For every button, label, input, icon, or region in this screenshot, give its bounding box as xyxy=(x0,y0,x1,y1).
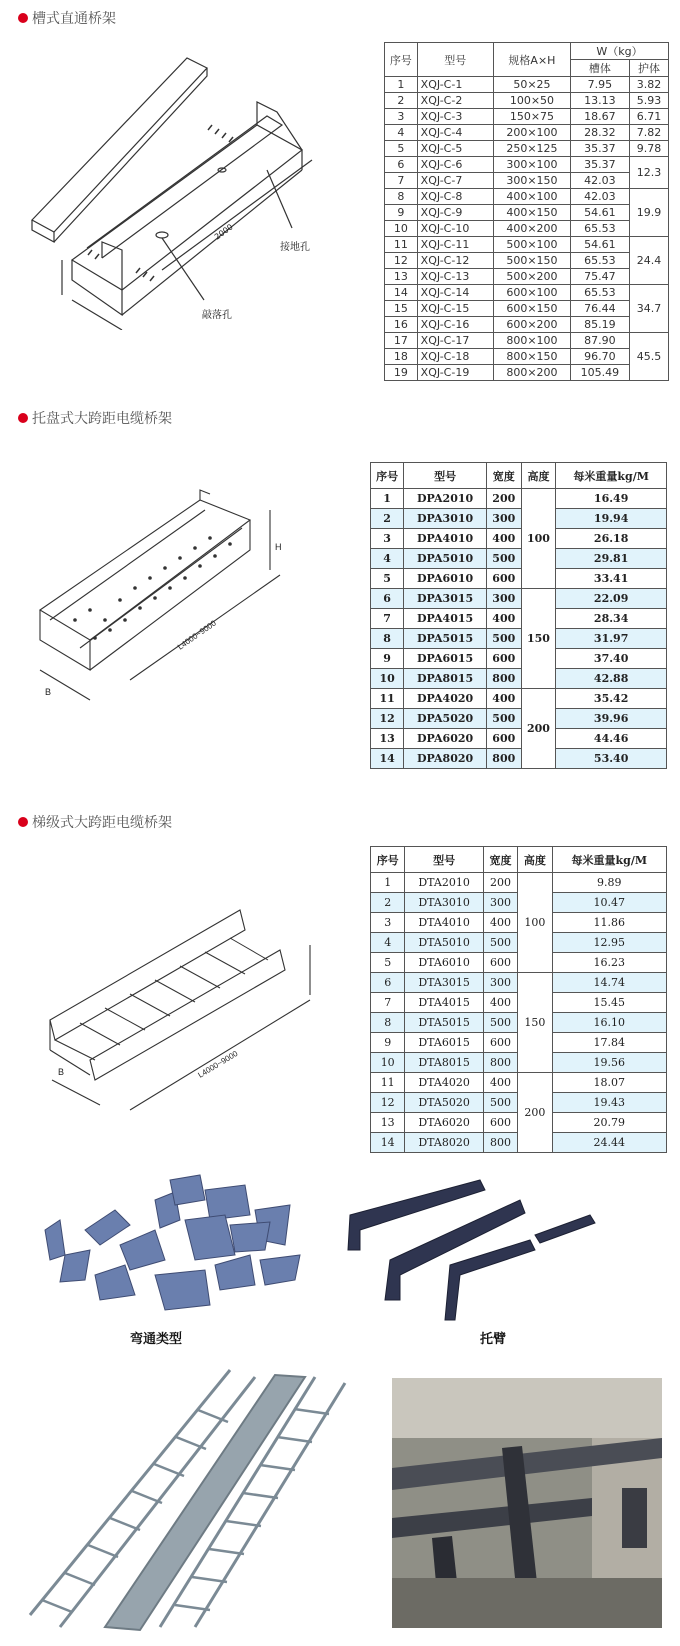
cell-no: 2 xyxy=(371,509,404,529)
section1-heading xyxy=(18,8,116,28)
cell-model: DTA8015 xyxy=(405,1053,483,1073)
cell-weight: 10.47 xyxy=(552,893,666,913)
cell-width: 800 xyxy=(486,749,521,769)
cell-width: 800 xyxy=(483,1133,517,1153)
cell-width: 200 xyxy=(483,873,517,893)
cell-model: XQJ-C-18 xyxy=(417,349,493,365)
cell-no: 12 xyxy=(371,709,404,729)
col-body: 槽体 xyxy=(570,60,629,77)
cell-width: 500 xyxy=(486,549,521,569)
cell-no: 7 xyxy=(371,609,404,629)
cell-model: DPA4010 xyxy=(404,529,487,549)
cell-body: 65.53 xyxy=(570,221,629,237)
cell-no: 9 xyxy=(371,1033,405,1053)
trough-spec-table xyxy=(384,42,669,381)
col-width: 宽度 xyxy=(483,847,517,873)
cell-width: 600 xyxy=(486,569,521,589)
cell-cover: 34.7 xyxy=(629,285,668,333)
cell-model: XQJ-C-6 xyxy=(417,157,493,173)
cell-width: 400 xyxy=(486,609,521,629)
table-row xyxy=(371,709,667,729)
installation-photo xyxy=(392,1378,662,1628)
cell-model: DPA3010 xyxy=(404,509,487,529)
cell-spec: 800×200 xyxy=(493,365,570,381)
cell-model: XQJ-C-12 xyxy=(417,253,493,269)
cell-no: 5 xyxy=(385,141,418,157)
red-bullet-icon xyxy=(18,817,28,827)
cell-model: DPA3015 xyxy=(404,589,487,609)
cell-weight: 26.18 xyxy=(556,529,667,549)
cell-no: 18 xyxy=(385,349,418,365)
cell-no: 14 xyxy=(371,1133,405,1153)
cell-model: XQJ-C-13 xyxy=(417,269,493,285)
cell-model: DPA4020 xyxy=(404,689,487,709)
table-row xyxy=(371,729,667,749)
cell-width: 400 xyxy=(483,1073,517,1093)
cell-model: DTA5015 xyxy=(405,1013,483,1033)
fittings-caption: 弯通类型 xyxy=(130,1331,183,1346)
cell-cover: 9.78 xyxy=(629,141,668,157)
cell-weight: 29.81 xyxy=(556,549,667,569)
cell-model: DPA4015 xyxy=(404,609,487,629)
cell-weight: 16.49 xyxy=(556,489,667,509)
table-row xyxy=(385,349,669,365)
table-row xyxy=(371,529,667,549)
cell-no: 19 xyxy=(385,365,418,381)
cell-no: 5 xyxy=(371,953,405,973)
cell-model: DTA3015 xyxy=(405,973,483,993)
col-model: 型号 xyxy=(417,43,493,77)
cell-model: XQJ-C-3 xyxy=(417,109,493,125)
cell-width: 600 xyxy=(483,1033,517,1053)
cell-height: 150 xyxy=(518,973,552,1073)
table-row xyxy=(385,77,669,93)
table-row xyxy=(371,689,667,709)
height-label: H xyxy=(275,542,282,552)
cell-no: 3 xyxy=(371,913,405,933)
table-row xyxy=(385,317,669,333)
cell-weight: 28.34 xyxy=(556,609,667,629)
cell-model: DPA5010 xyxy=(404,549,487,569)
cell-spec: 400×150 xyxy=(493,205,570,221)
table-row xyxy=(385,365,669,381)
table-row xyxy=(385,189,669,205)
cell-no: 13 xyxy=(371,1113,405,1133)
cell-model: XQJ-C-7 xyxy=(417,173,493,189)
cell-no: 8 xyxy=(371,1013,405,1033)
cell-weight: 19.56 xyxy=(552,1053,666,1073)
cell-model: DTA3010 xyxy=(405,893,483,913)
cell-spec: 800×100 xyxy=(493,333,570,349)
knockout-hole-label: 敲落孔 xyxy=(202,310,232,321)
cell-no: 9 xyxy=(385,205,418,221)
cell-weight: 44.46 xyxy=(556,729,667,749)
length-label: L4000~9000 xyxy=(196,1048,240,1080)
cell-weight: 42.88 xyxy=(556,669,667,689)
cell-no: 1 xyxy=(385,77,418,93)
cell-width: 600 xyxy=(483,1113,517,1133)
cell-cover: 7.82 xyxy=(629,125,668,141)
bracket-photo xyxy=(340,1175,660,1325)
table-row xyxy=(371,1073,667,1093)
cell-body: 65.53 xyxy=(570,285,629,301)
section3-heading xyxy=(18,812,172,832)
table-row xyxy=(385,125,669,141)
section2-heading xyxy=(18,408,172,428)
col-cover: 护体 xyxy=(629,60,668,77)
col-model: 型号 xyxy=(404,463,487,489)
cell-model: DPA2010 xyxy=(404,489,487,509)
cell-spec: 200×100 xyxy=(493,125,570,141)
width-label: B xyxy=(58,1067,65,1077)
cell-model: XQJ-C-8 xyxy=(417,189,493,205)
bracket-caption: 托臂 xyxy=(480,1331,507,1346)
cell-height: 200 xyxy=(521,689,556,769)
cell-width: 300 xyxy=(486,509,521,529)
cell-model: DTA5020 xyxy=(405,1093,483,1113)
cell-no: 2 xyxy=(371,893,405,913)
cell-no: 10 xyxy=(371,1053,405,1073)
cell-body: 7.95 xyxy=(570,77,629,93)
cell-weight: 11.86 xyxy=(552,913,666,933)
cell-model: DTA2010 xyxy=(405,873,483,893)
cell-body: 35.37 xyxy=(570,141,629,157)
cell-model: XQJ-C-19 xyxy=(417,365,493,381)
table-row xyxy=(371,549,667,569)
cell-cover: 19.9 xyxy=(629,189,668,237)
table-row xyxy=(371,589,667,609)
cell-spec: 400×100 xyxy=(493,189,570,205)
cell-model: XQJ-C-9 xyxy=(417,205,493,221)
col-no: 序号 xyxy=(371,847,405,873)
ladder-trays-photo xyxy=(20,1365,350,1635)
cell-body: 76.44 xyxy=(570,301,629,317)
cell-no: 1 xyxy=(371,873,405,893)
cell-model: DPA8015 xyxy=(404,669,487,689)
cell-model: XQJ-C-14 xyxy=(417,285,493,301)
cell-no: 2 xyxy=(385,93,418,109)
cell-weight: 20.79 xyxy=(552,1113,666,1133)
cell-model: DPA8020 xyxy=(404,749,487,769)
tray-drawing xyxy=(10,480,350,710)
cell-no: 5 xyxy=(371,569,404,589)
cell-model: DTA4020 xyxy=(405,1073,483,1093)
cell-weight: 14.74 xyxy=(552,973,666,993)
cell-weight: 24.44 xyxy=(552,1133,666,1153)
cell-spec: 50×25 xyxy=(493,77,570,93)
fittings-photo xyxy=(35,1170,315,1320)
table-row xyxy=(371,569,667,589)
cell-body: 87.90 xyxy=(570,333,629,349)
cell-no: 9 xyxy=(371,649,404,669)
table-row xyxy=(371,609,667,629)
cell-model: DTA6015 xyxy=(405,1033,483,1053)
cell-no: 11 xyxy=(371,689,404,709)
cell-spec: 400×200 xyxy=(493,221,570,237)
cell-weight: 9.89 xyxy=(552,873,666,893)
cell-body: 105.49 xyxy=(570,365,629,381)
cell-body: 42.03 xyxy=(570,189,629,205)
cell-no: 7 xyxy=(385,173,418,189)
cell-width: 500 xyxy=(483,1093,517,1113)
cell-no: 6 xyxy=(371,589,404,609)
table-row xyxy=(385,285,669,301)
table-row xyxy=(385,173,669,189)
cell-cover: 3.82 xyxy=(629,77,668,93)
trough-tray-drawing xyxy=(12,30,332,330)
cell-spec: 300×100 xyxy=(493,157,570,173)
cell-no: 13 xyxy=(385,269,418,285)
col-model: 型号 xyxy=(405,847,483,873)
cell-width: 300 xyxy=(486,589,521,609)
length-label: L4000~9000 xyxy=(175,618,218,652)
cell-weight: 19.94 xyxy=(556,509,667,529)
cell-width: 300 xyxy=(483,893,517,913)
cell-body: 54.61 xyxy=(570,237,629,253)
table-row xyxy=(371,509,667,529)
cell-spec: 150×75 xyxy=(493,109,570,125)
col-weight: 每米重量kg/M xyxy=(552,847,666,873)
cell-model: DTA6010 xyxy=(405,953,483,973)
cell-model: DTA4010 xyxy=(405,913,483,933)
cell-no: 11 xyxy=(385,237,418,253)
col-spec: 规格A×H xyxy=(493,43,570,77)
cell-no: 3 xyxy=(371,529,404,549)
cell-no: 10 xyxy=(371,669,404,689)
cell-body: 54.61 xyxy=(570,205,629,221)
cell-spec: 600×150 xyxy=(493,301,570,317)
table-row xyxy=(385,221,669,237)
cell-model: DTA5010 xyxy=(405,933,483,953)
cell-cover: 5.93 xyxy=(629,93,668,109)
cell-model: DPA6020 xyxy=(404,729,487,749)
table-row xyxy=(385,205,669,221)
cell-width: 400 xyxy=(486,689,521,709)
cell-no: 8 xyxy=(385,189,418,205)
cell-no: 3 xyxy=(385,109,418,125)
table-row xyxy=(385,109,669,125)
cell-weight: 31.97 xyxy=(556,629,667,649)
cell-body: 13.13 xyxy=(570,93,629,109)
table-row xyxy=(385,333,669,349)
cell-no: 14 xyxy=(385,285,418,301)
cell-spec: 300×150 xyxy=(493,173,570,189)
table-row xyxy=(371,973,667,993)
cell-body: 85.19 xyxy=(570,317,629,333)
cell-no: 4 xyxy=(371,933,405,953)
cell-weight: 33.41 xyxy=(556,569,667,589)
cell-height: 150 xyxy=(521,589,556,689)
col-no: 序号 xyxy=(385,43,418,77)
cell-no: 4 xyxy=(371,549,404,569)
table-row xyxy=(385,141,669,157)
cell-no: 13 xyxy=(371,729,404,749)
cell-weight: 15.45 xyxy=(552,993,666,1013)
cell-weight: 35.42 xyxy=(556,689,667,709)
cell-weight: 19.43 xyxy=(552,1093,666,1113)
cell-model: XQJ-C-16 xyxy=(417,317,493,333)
cell-body: 35.37 xyxy=(570,157,629,173)
table-row xyxy=(385,157,669,173)
cell-body: 75.47 xyxy=(570,269,629,285)
cell-weight: 12.95 xyxy=(552,933,666,953)
cell-no: 12 xyxy=(371,1093,405,1113)
table-row xyxy=(371,629,667,649)
table-row xyxy=(385,93,669,109)
cell-model: XQJ-C-17 xyxy=(417,333,493,349)
col-no: 序号 xyxy=(371,463,404,489)
cell-spec: 500×150 xyxy=(493,253,570,269)
cell-width: 300 xyxy=(483,973,517,993)
cell-cover: 24.4 xyxy=(629,237,668,285)
col-weight: 每米重量kg/M xyxy=(556,463,667,489)
cell-weight: 39.96 xyxy=(556,709,667,729)
cell-width: 400 xyxy=(486,529,521,549)
cell-weight: 16.10 xyxy=(552,1013,666,1033)
cell-width: 500 xyxy=(483,933,517,953)
table-row xyxy=(371,489,667,509)
cell-spec: 500×100 xyxy=(493,237,570,253)
cell-model: DTA4015 xyxy=(405,993,483,1013)
width-label: B xyxy=(45,687,52,697)
cell-no: 7 xyxy=(371,993,405,1013)
cell-no: 6 xyxy=(385,157,418,173)
cell-width: 500 xyxy=(486,709,521,729)
cell-height: 100 xyxy=(518,873,552,973)
cell-body: 28.32 xyxy=(570,125,629,141)
cell-width: 800 xyxy=(486,669,521,689)
cell-spec: 100×50 xyxy=(493,93,570,109)
cell-model: DPA5020 xyxy=(404,709,487,729)
cell-weight: 17.84 xyxy=(552,1033,666,1053)
red-bullet-icon xyxy=(18,13,28,23)
cell-no: 4 xyxy=(385,125,418,141)
cell-spec: 500×200 xyxy=(493,269,570,285)
cell-width: 600 xyxy=(486,649,521,669)
cell-height: 100 xyxy=(521,489,556,589)
cell-body: 96.70 xyxy=(570,349,629,365)
section2-title: 托盘式大跨距电缆桥架 xyxy=(32,410,172,426)
cell-no: 16 xyxy=(385,317,418,333)
cell-model: XQJ-C-4 xyxy=(417,125,493,141)
cell-weight: 16.23 xyxy=(552,953,666,973)
cell-weight: 53.40 xyxy=(556,749,667,769)
cell-width: 500 xyxy=(486,629,521,649)
cell-model: XQJ-C-2 xyxy=(417,93,493,109)
table-row xyxy=(385,301,669,317)
cell-weight: 37.40 xyxy=(556,649,667,669)
cell-width: 600 xyxy=(483,953,517,973)
cell-model: XQJ-C-11 xyxy=(417,237,493,253)
col-weight: W（kg） xyxy=(570,43,668,60)
tray-spec-table xyxy=(370,462,667,769)
table-row xyxy=(371,649,667,669)
cell-model: DPA6015 xyxy=(404,649,487,669)
cell-cover: 6.71 xyxy=(629,109,668,125)
cell-model: XQJ-C-15 xyxy=(417,301,493,317)
cell-model: XQJ-C-10 xyxy=(417,221,493,237)
table-row xyxy=(385,269,669,285)
col-width: 宽度 xyxy=(486,463,521,489)
cell-body: 65.53 xyxy=(570,253,629,269)
cell-model: XQJ-C-1 xyxy=(417,77,493,93)
table-row xyxy=(371,873,667,893)
ladder-drawing xyxy=(10,900,350,1130)
table-row xyxy=(371,749,667,769)
cell-model: DPA5015 xyxy=(404,629,487,649)
cell-body: 18.67 xyxy=(570,109,629,125)
col-height: 高度 xyxy=(518,847,552,873)
cell-width: 400 xyxy=(483,913,517,933)
cell-spec: 250×125 xyxy=(493,141,570,157)
cell-model: DPA6010 xyxy=(404,569,487,589)
table-row xyxy=(371,669,667,689)
cell-cover: 12.3 xyxy=(629,157,668,189)
cell-model: DTA6020 xyxy=(405,1113,483,1133)
cell-no: 1 xyxy=(371,489,404,509)
ladder-spec-table xyxy=(370,846,667,1153)
cell-weight: 18.07 xyxy=(552,1073,666,1093)
section3-title: 梯级式大跨距电缆桥架 xyxy=(32,814,172,830)
cell-model: XQJ-C-5 xyxy=(417,141,493,157)
cell-cover: 45.5 xyxy=(629,333,668,381)
cell-width: 500 xyxy=(483,1013,517,1033)
cell-no: 12 xyxy=(385,253,418,269)
cell-weight: 22.09 xyxy=(556,589,667,609)
cell-spec: 600×200 xyxy=(493,317,570,333)
length-label: 2000 xyxy=(212,222,235,242)
cell-no: 8 xyxy=(371,629,404,649)
ground-hole-label: 接地孔 xyxy=(280,242,310,253)
cell-spec: 800×150 xyxy=(493,349,570,365)
cell-height: 200 xyxy=(518,1073,552,1153)
cell-width: 200 xyxy=(486,489,521,509)
cell-width: 400 xyxy=(483,993,517,1013)
cell-no: 15 xyxy=(385,301,418,317)
section1-title: 槽式直通桥架 xyxy=(32,10,116,26)
cell-width: 600 xyxy=(486,729,521,749)
red-bullet-icon xyxy=(18,413,28,423)
cell-no: 14 xyxy=(371,749,404,769)
cell-no: 6 xyxy=(371,973,405,993)
cell-body: 42.03 xyxy=(570,173,629,189)
cell-no: 10 xyxy=(385,221,418,237)
cell-model: DTA8020 xyxy=(405,1133,483,1153)
col-height: 高度 xyxy=(521,463,556,489)
cell-spec: 600×100 xyxy=(493,285,570,301)
table-row xyxy=(385,253,669,269)
table-row xyxy=(385,237,669,253)
cell-width: 800 xyxy=(483,1053,517,1073)
cell-no: 11 xyxy=(371,1073,405,1093)
cell-no: 17 xyxy=(385,333,418,349)
